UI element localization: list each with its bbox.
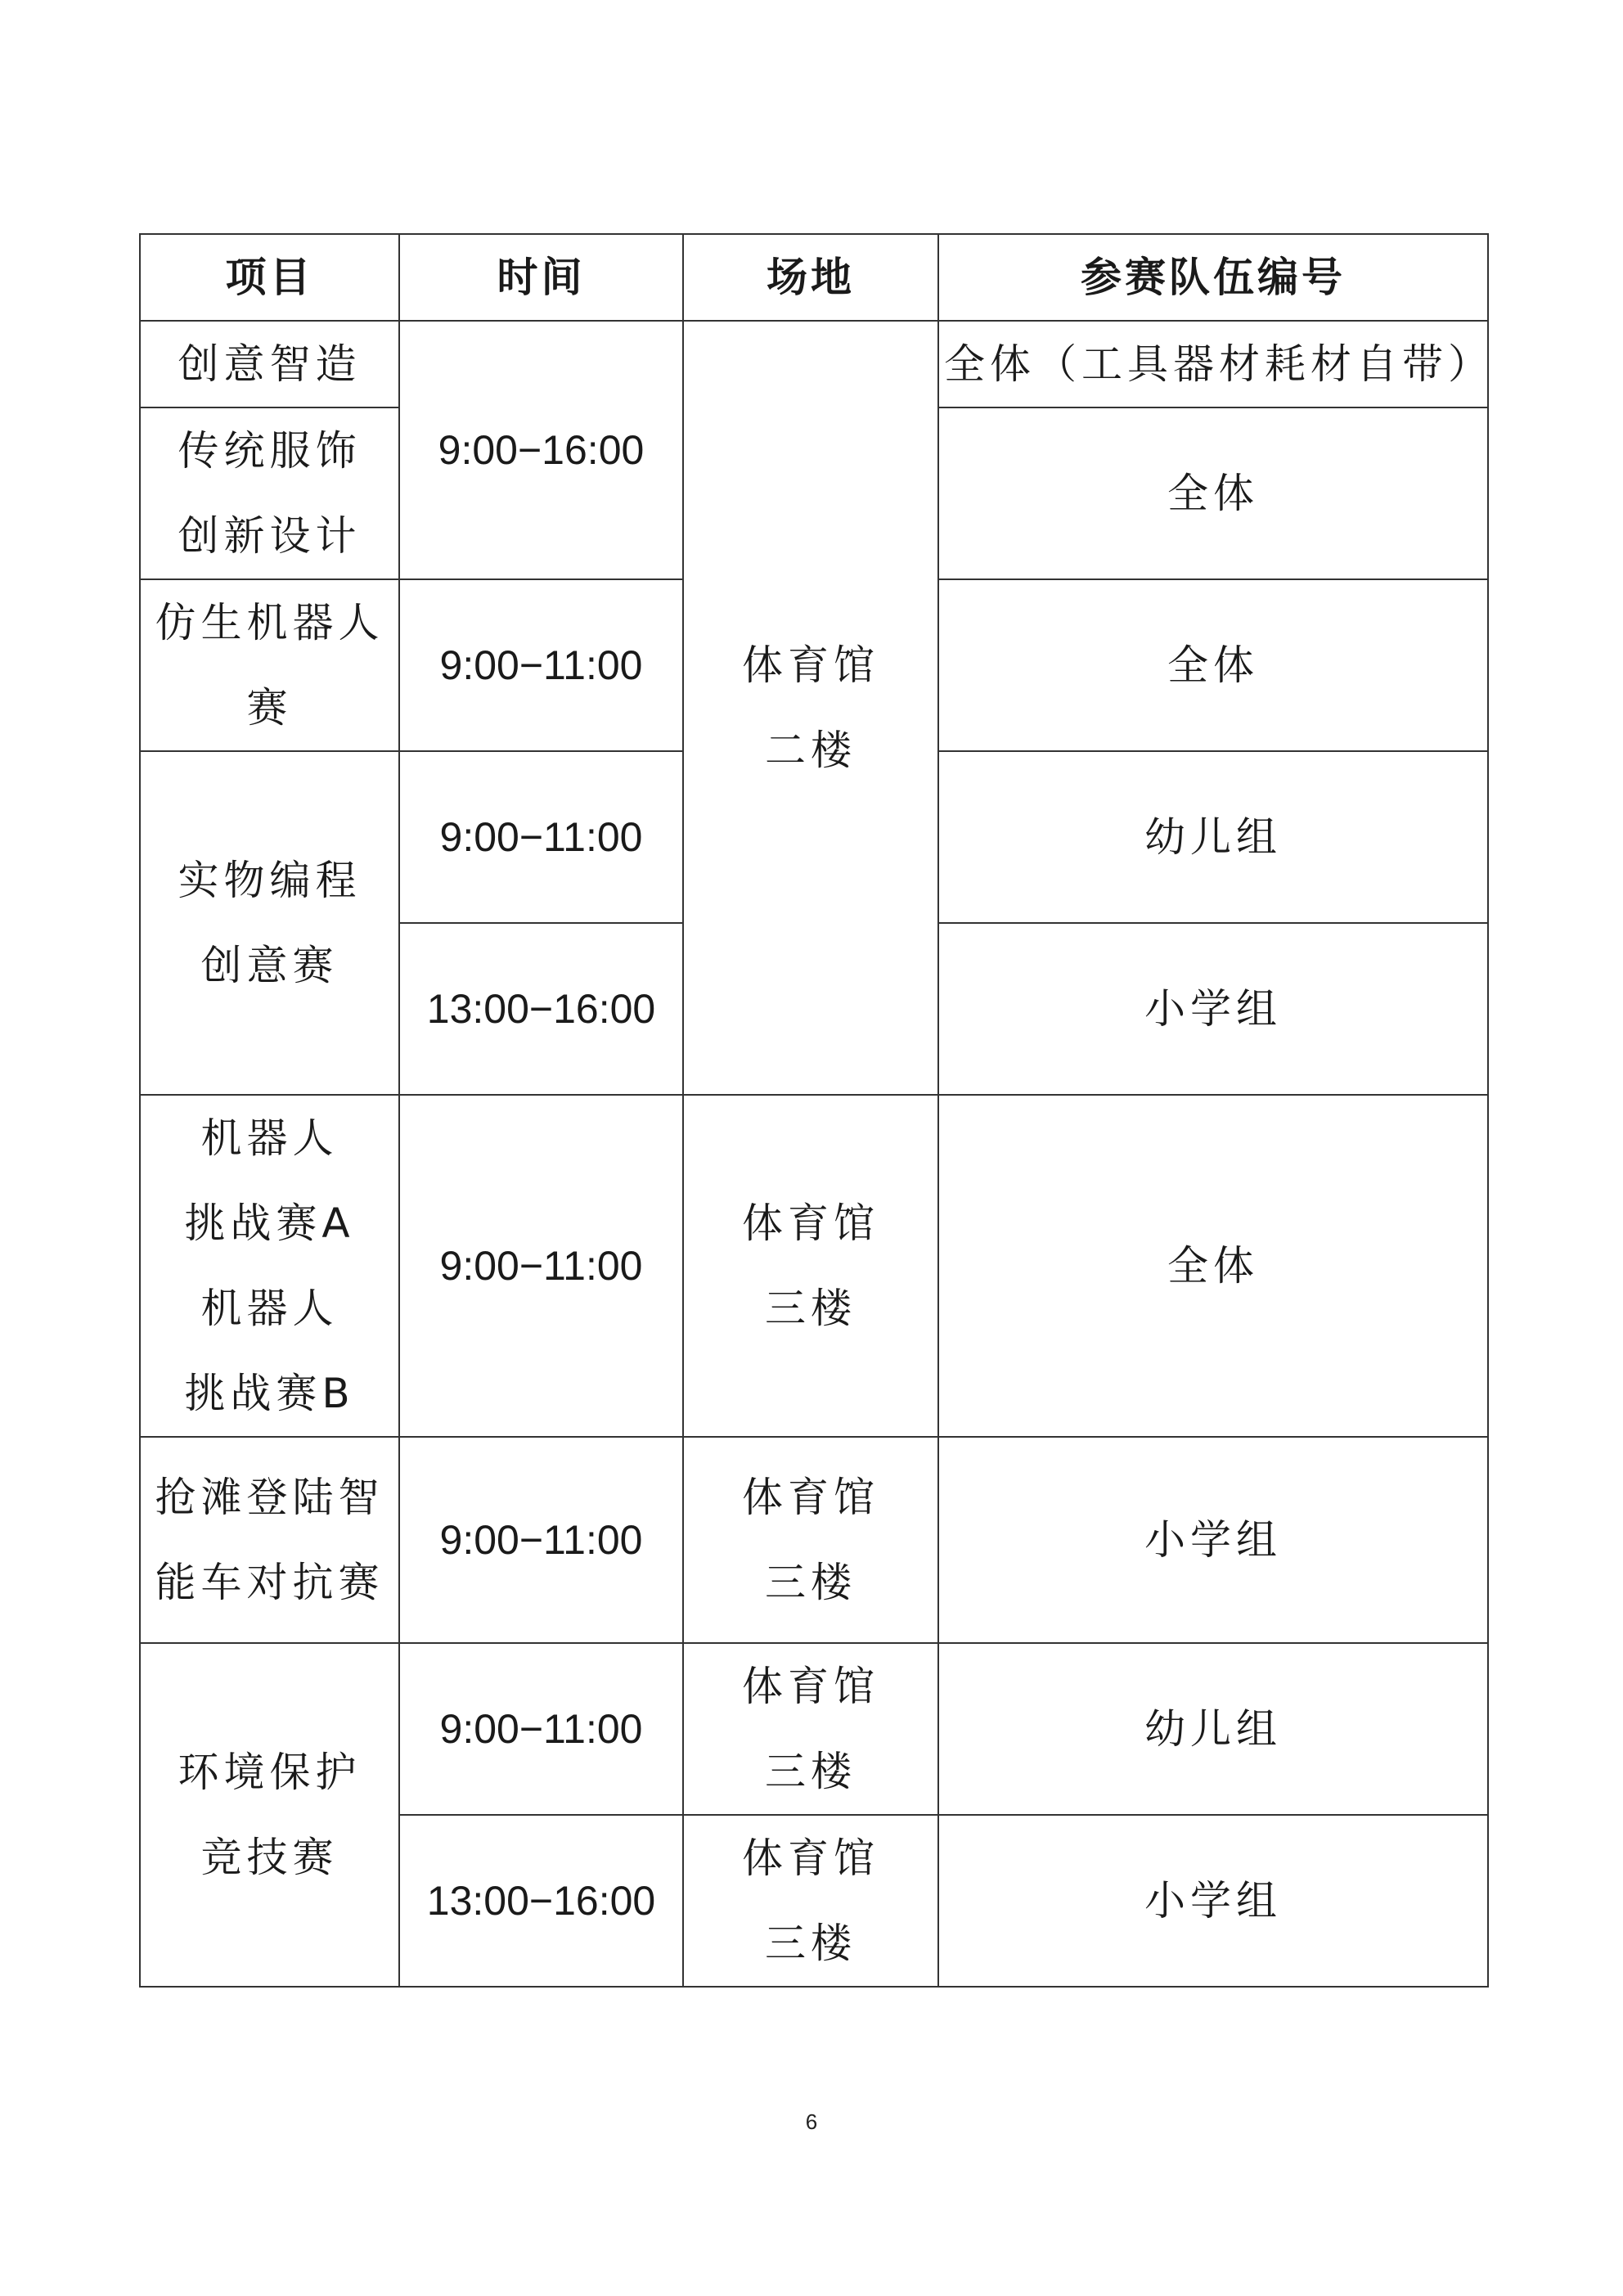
project-line: 能车对抗赛 xyxy=(155,1559,384,1606)
page-number: 6 xyxy=(805,2109,818,2134)
project-line: 竞技赛 xyxy=(200,1834,339,1881)
venue-cell xyxy=(683,1643,938,1815)
time-cell: 9:00−11:00 xyxy=(399,579,683,751)
teams-cell: 全体 xyxy=(938,579,1488,751)
project-line: 机器人 xyxy=(200,1114,339,1162)
teams-cell: 全体 xyxy=(938,1095,1488,1437)
venue-cell xyxy=(683,321,938,1095)
project-cell xyxy=(140,321,399,407)
table-row xyxy=(140,321,1488,407)
teams-cell: 全体 xyxy=(938,407,1488,579)
venue-line: 体育馆 xyxy=(742,1663,879,1710)
project-line: 实物编程 xyxy=(178,857,362,904)
project-line: 环境保护 xyxy=(178,1749,362,1796)
project-line: 抢滩登陆智 xyxy=(155,1474,384,1521)
time-cell: 9:00−11:00 xyxy=(399,751,683,923)
venue-line: 三楼 xyxy=(765,1285,856,1332)
venue-line: 体育馆 xyxy=(742,1835,879,1882)
project-cell xyxy=(140,1643,399,1987)
venue-cell xyxy=(683,1095,938,1437)
project-line: 创意赛 xyxy=(200,942,339,989)
project-line: 仿生机器人 xyxy=(155,599,384,646)
project-cell xyxy=(140,579,399,751)
time-cell: 13:00−16:00 xyxy=(399,1815,683,1987)
project-line: 挑战赛A xyxy=(184,1200,355,1247)
teams-cell: 小学组 xyxy=(938,1437,1488,1643)
time-cell: 9:00−16:00 xyxy=(399,321,683,579)
project-line: 创新设计 xyxy=(178,512,362,560)
venue-cell xyxy=(683,1815,938,1987)
header-time: 时间 xyxy=(399,234,683,321)
venue-line: 三楼 xyxy=(765,1559,856,1606)
schedule-table xyxy=(139,233,1494,1988)
table-row xyxy=(140,1095,1488,1437)
table-row xyxy=(140,1437,1488,1643)
project-line: 赛 xyxy=(246,684,293,732)
header-project: 项目 xyxy=(140,234,399,321)
teams-cell: 幼儿组 xyxy=(938,751,1488,923)
project-cell xyxy=(140,407,399,579)
teams-cell: 幼儿组 xyxy=(938,1643,1488,1815)
header-venue: 场地 xyxy=(683,234,938,321)
project-line: 机器人 xyxy=(200,1285,339,1332)
teams-cell: 小学组 xyxy=(938,923,1488,1095)
venue-line: 二楼 xyxy=(765,727,856,774)
project-line: 挑战赛B xyxy=(184,1370,355,1417)
venue-line: 体育馆 xyxy=(742,642,879,689)
venue-cell xyxy=(683,1437,938,1643)
teams-cell: 小学组 xyxy=(938,1815,1488,1987)
time-cell: 9:00−11:00 xyxy=(399,1095,683,1437)
project-cell xyxy=(140,751,399,1095)
project-cell xyxy=(140,1095,399,1437)
venue-line: 体育馆 xyxy=(742,1200,879,1247)
venue-line: 三楼 xyxy=(765,1748,856,1795)
project-cell xyxy=(140,1437,399,1643)
venue-line: 三楼 xyxy=(765,1920,856,1967)
venue-line: 体育馆 xyxy=(742,1474,879,1521)
header-teams: 参赛队伍编号 xyxy=(938,234,1488,321)
teams-cell: 全体（工具器材耗材自带） xyxy=(938,321,1488,407)
project-line: 传统服饰 xyxy=(178,427,362,475)
time-cell: 9:00−11:00 xyxy=(399,1643,683,1815)
time-cell: 13:00−16:00 xyxy=(399,923,683,1095)
project-line: 创意智造 xyxy=(178,340,362,388)
header-row xyxy=(140,234,1488,321)
table-row xyxy=(140,1643,1488,1815)
time-cell: 9:00−11:00 xyxy=(399,1437,683,1643)
